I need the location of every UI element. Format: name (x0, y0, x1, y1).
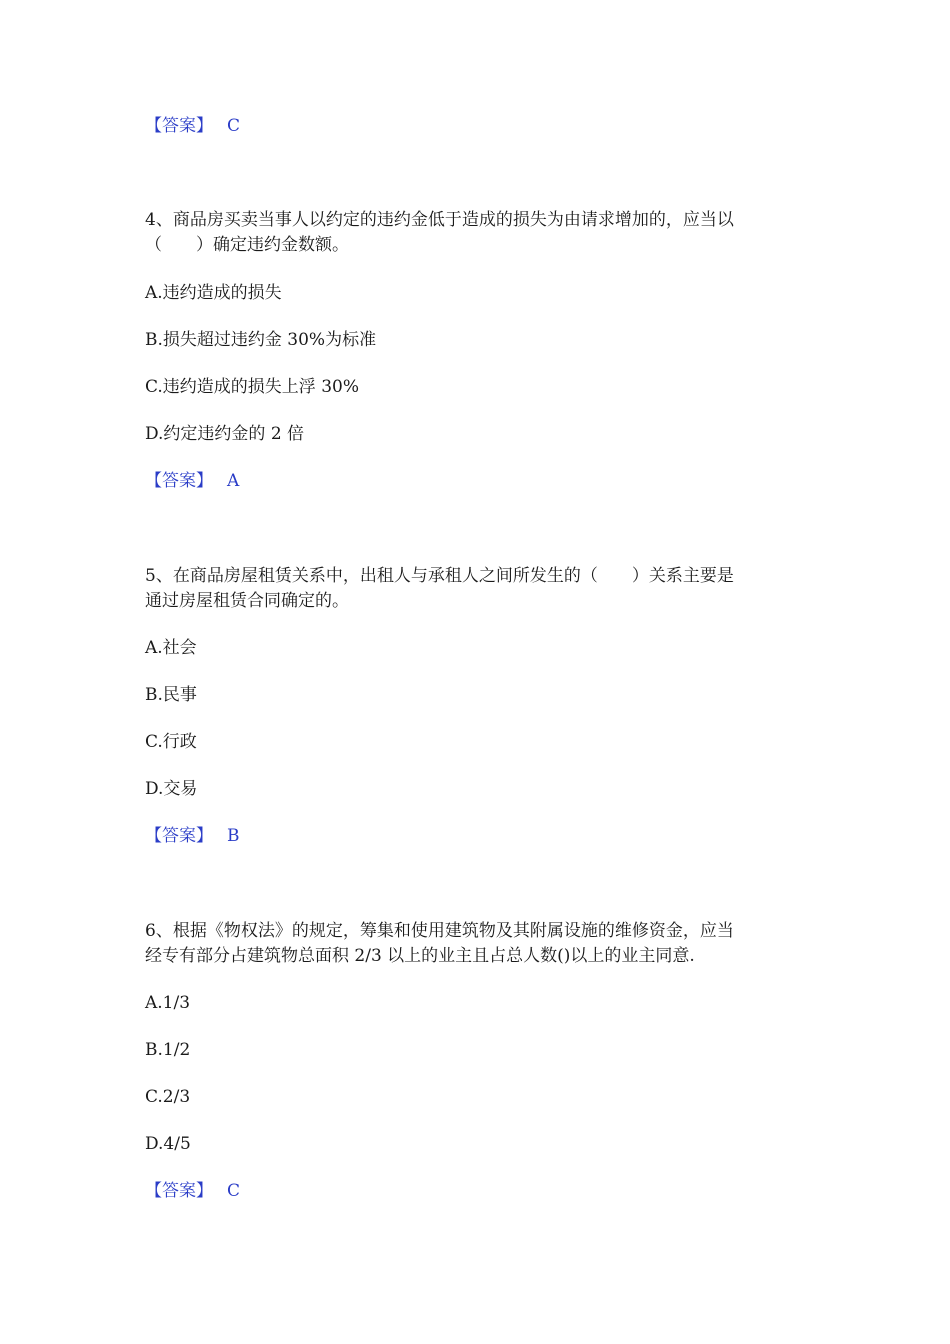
question-6-option-a: A.1/3 (145, 993, 191, 1013)
question-4-text-line1: 4、商品房买卖当事人以约定的违约金低于造成的损失为由请求增加的，应当以 (145, 210, 734, 230)
answer-value: B (227, 826, 240, 846)
question-5-option-a: A.社会 (145, 638, 197, 658)
question-4-option-b: B.损失超过违约金 30%为标准 (145, 330, 377, 350)
question-5-option-b: B.民事 (145, 685, 197, 705)
question-5-text-line2: 通过房屋租赁合同确定的。 (145, 591, 349, 611)
question-4-option-d: D.约定违约金的 2 倍 (145, 424, 305, 444)
answer-label: 【答案】 (145, 471, 213, 491)
question-4-option-c: C.违约造成的损失上浮 30% (145, 377, 359, 397)
answer-label: 【答案】 (145, 1181, 213, 1201)
answer-q3 (145, 114, 240, 138)
answer-q5 (145, 824, 240, 848)
answer-value: A (227, 471, 240, 491)
question-6-option-c: C.2/3 (145, 1087, 191, 1107)
question-6-text-line1: 6、根据《物权法》的规定，筹集和使用建筑物及其附属设施的维修资金，应当 (145, 921, 734, 941)
question-6-text-line2: 经专有部分占建筑物总面积 2/3 以上的业主且占总人数()以上的业主同意. (145, 946, 695, 966)
question-6-option-d: D.4/5 (145, 1134, 191, 1154)
answer-q4 (145, 469, 239, 493)
answer-label: 【答案】 (145, 116, 213, 136)
answer-value: C (227, 1181, 241, 1201)
question-4-text-line2: （ ）确定违约金数额。 (145, 235, 349, 255)
answer-value: C (227, 116, 241, 136)
question-5-option-c: C.行政 (145, 732, 197, 752)
answer-q6 (145, 1179, 240, 1203)
question-5-option-d: D.交易 (145, 779, 198, 799)
question-4-option-a: A.违约造成的损失 (145, 283, 282, 303)
answer-label: 【答案】 (145, 826, 213, 846)
question-5-text-line1: 5、在商品房屋租赁关系中，出租人与承租人之间所发生的（ ）关系主要是 (145, 566, 734, 586)
question-6-option-b: B.1/2 (145, 1040, 191, 1060)
